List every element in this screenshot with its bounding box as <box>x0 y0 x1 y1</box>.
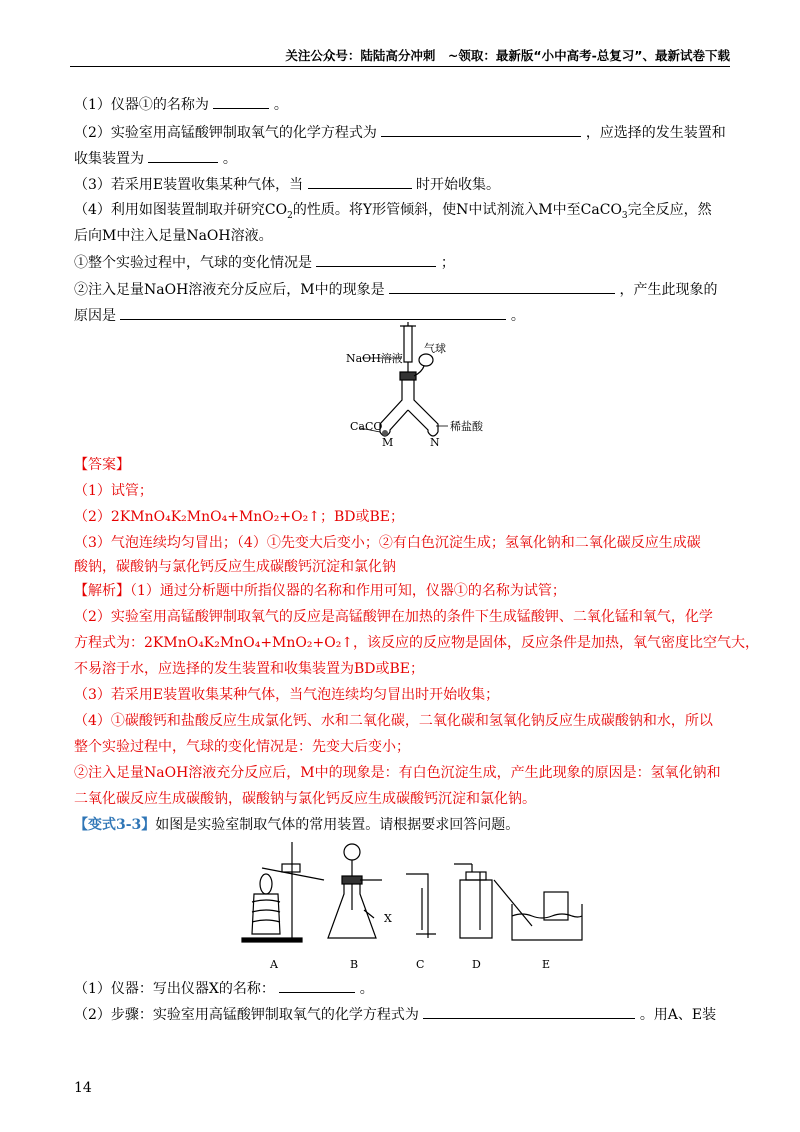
text: 原因是 <box>74 308 116 324</box>
text: 如图是实验室制取气体的常用装置。请根据要求回答问题。 <box>155 817 520 833</box>
analysis-line-4: 不易溶于水，应选择的发生装置和收集装置为BD或BE； <box>74 661 425 677</box>
text: 。 <box>510 308 525 324</box>
analysis-line-5: （3）若采用E装置收集某种气体，当气泡连续均匀冒出时开始收集； <box>74 687 500 703</box>
analysis-line-6: （4）①碳酸钙和盐酸反应生成氯化钙、水和二氧化碳，二氧化碳和氢氧化钠反应生成碳酸钠和水，所以 <box>74 713 713 729</box>
text: （4）利用如图装置制取并研究CO <box>74 202 288 218</box>
text: 收集装置为 <box>74 151 144 167</box>
label-e: E <box>542 958 551 971</box>
text: 时开始收集。 <box>416 177 501 193</box>
answer-blank <box>213 94 269 109</box>
text: ； <box>440 255 455 271</box>
label-x: X <box>384 912 392 925</box>
text: 。 <box>273 97 288 113</box>
text: 。 <box>222 151 237 167</box>
gas-apparatus-figure <box>232 840 602 974</box>
analysis-title: 【解析】 <box>74 583 130 599</box>
text: （3）若采用E装置收集某种气体，当 <box>74 177 304 193</box>
answer-blank <box>308 174 412 189</box>
label-b: B <box>350 958 359 971</box>
text: 完全反应，然 <box>627 202 712 218</box>
label-acid: 稀盐酸 <box>450 420 483 433</box>
label-n: N <box>430 436 440 449</box>
header-rule <box>70 66 730 67</box>
label-balloon: 气球 <box>424 342 446 355</box>
answer-blank <box>389 279 615 294</box>
analysis-line-8: ②注入足量NaOH溶液充分反应后，M中的现象是：有白色沉淀生成，产生此现象的原因是：氢氧化钠和 <box>74 765 721 781</box>
syringe-barrel <box>404 326 412 362</box>
label-d: D <box>472 958 481 971</box>
page-number: 14 <box>74 1080 92 1096</box>
analysis-line-9: 二氧化碳反应生成碳酸钠，碳酸钠与氯化钙反应生成碳酸钙沉淀和氯化钠。 <box>74 791 536 807</box>
question-line-4 <box>74 174 500 195</box>
label-naoh: NaOH溶液 <box>346 352 403 365</box>
answer-blank <box>316 252 436 267</box>
label-c: C <box>416 958 425 971</box>
answer-blank <box>120 305 506 320</box>
text: （1）仪器①的名称为 <box>74 97 209 113</box>
question-line-5: （4）利用如图装置制取并研究$CO_2$的性质。将Y形管倾斜，使N中试剂流入M中至CaCO$_3$完全反应，然 <box>74 202 712 221</box>
answer-line-4: 酸钠，碳酸钠与氯化钙反应生成碳酸钙沉淀和氯化钠 <box>74 559 396 575</box>
text: （1）通过分析题中所指仪器的名称和作用可知，仪器①的名称为试管； <box>130 583 566 599</box>
answer-line-3: （3）气泡连续均匀冒出；（4）①先变大后变小；②有白色沉淀生成；氢氧化钠和二氧化碳反应生成碳 <box>74 535 701 551</box>
label-m: M <box>382 436 394 449</box>
text: ，应选择的发生装置和 <box>585 125 726 141</box>
page-header: 关注公众号：陆陆高分冲刺 ~领取：最新版“小中高考-总复习”、最新试卷下载 <box>285 48 730 63</box>
label-a: A <box>270 958 278 971</box>
variant-line <box>74 815 519 835</box>
answer-title: 【答案】 <box>74 457 130 473</box>
question-line-1 <box>74 94 288 115</box>
question-line-8 <box>74 279 718 300</box>
text: 。 <box>359 981 374 997</box>
answer-blank <box>279 978 355 993</box>
analysis-line-2: （2）实验室用高锰酸钾制取氧气的反应是高锰酸钾在加热的条件下生成锰酸钾、二氧化锰和氧气，化学 <box>74 609 713 625</box>
analysis-line-3: 方程式为：2KMnO₄K₂MnO₄+MnO₂+O₂↑，该反应的反应物是固体，反应条件是加热，氧气密度比空气大， <box>74 635 760 651</box>
text: 的性质。将Y形管倾斜，使N中试剂流入M中至CaCO <box>292 202 622 218</box>
q2-line-2 <box>74 1004 716 1025</box>
answer-blank <box>148 148 218 163</box>
text: ②注入足量NaOH溶液充分反应后，M中的现象是 <box>74 282 385 298</box>
answer-line-1: （1）试管； <box>74 483 153 499</box>
answer-blank <box>423 1004 635 1019</box>
question-line-3 <box>74 148 237 169</box>
question-line-2 <box>74 122 726 143</box>
answer-blank <box>381 122 581 137</box>
y-tube-apparatus-figure <box>340 322 510 450</box>
analysis-line-7: 整个实验过程中，气球的变化情况是：先变大后变小； <box>74 739 410 755</box>
text: （1）仪器：写出仪器X的名称： <box>74 981 275 997</box>
text: （2）步骤：实验室用高锰酸钾制取氧气的化学方程式为 <box>74 1007 419 1023</box>
text: 。用A、E装 <box>639 1007 717 1023</box>
variant-title: 【变式3-3】 <box>74 817 156 833</box>
text: ，产生此现象的 <box>619 282 718 298</box>
text: ①整个实验过程中，气球的变化情况是 <box>74 255 312 271</box>
text: （2）实验室用高锰酸钾制取氧气的化学方程式为 <box>74 125 377 141</box>
question-line-7 <box>74 252 455 273</box>
label-caco3: CaCO <box>350 420 383 433</box>
answer-line-2: （2）2KMnO₄K₂MnO₄+MnO₂+O₂↑；BD或BE； <box>74 509 404 525</box>
analysis-line-1 <box>74 581 566 601</box>
q2-line-1 <box>74 978 374 999</box>
question-line-6: 后向M中注入足量NaOH溶液。 <box>74 228 273 244</box>
